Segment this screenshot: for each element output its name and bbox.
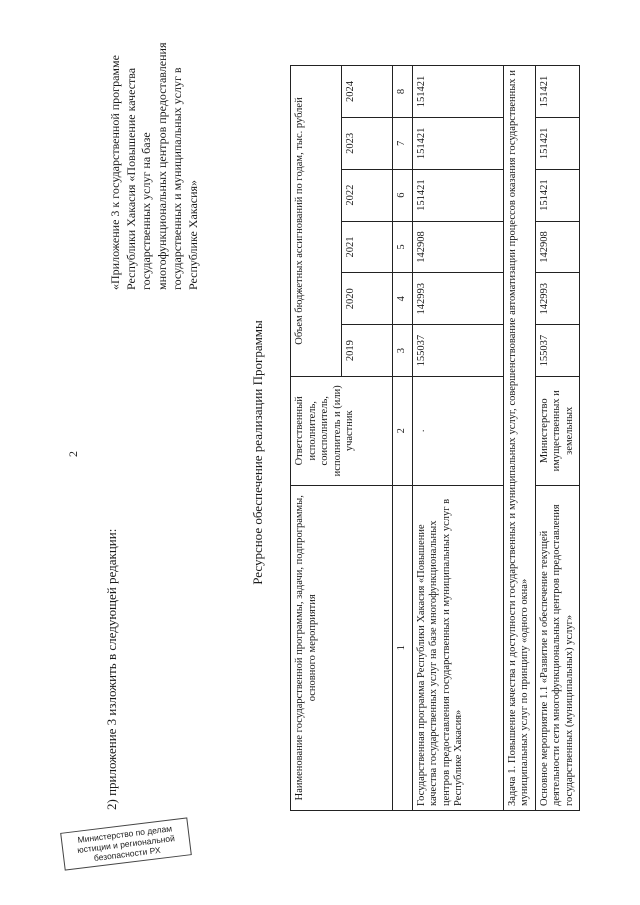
col-number: 3 [393, 325, 413, 377]
table-header-row [291, 66, 342, 811]
measure-value: 151421 [535, 117, 580, 169]
measure-value: 142908 [535, 221, 580, 273]
table-title: Ресурсное обеспечение реализации Программы [250, 320, 265, 585]
year-cell: 2024 [342, 66, 393, 118]
appendix-label: «Приложение 3 к государственной программе Республики Хакасия «Повышение качества государственных услуг на базе многофункциональных центров предоставления государственных и муниципальных услуг в Республике Хакасия» [108, 42, 200, 290]
col-number: 5 [393, 221, 413, 273]
measure-value: 151421 [535, 66, 580, 118]
year-cell: 2020 [342, 273, 393, 325]
col-number: 7 [393, 117, 413, 169]
col-number: 4 [393, 273, 413, 325]
year-cell: 2022 [342, 169, 393, 221]
program-value: 155037 [412, 325, 503, 377]
col-number: 1 [393, 485, 413, 810]
program-executor: . [412, 377, 503, 485]
header-name: Наименование государственной программы, задачи, подпрограммы, основного мероприятия [291, 485, 393, 810]
col-number: 2 [393, 377, 413, 485]
column-numbers-row [393, 66, 413, 811]
ministry-stamp: Министерство по делам юстиции и региональной безопасности РХ [60, 817, 192, 870]
header-executor: Ответственный исполнитель, соисполнитель, исполнитель и (или) участник [291, 377, 393, 485]
measure-value: 142993 [535, 273, 580, 325]
measure-row [535, 66, 580, 811]
year-cell: 2023 [342, 117, 393, 169]
year-cell: 2021 [342, 221, 393, 273]
col-number: 8 [393, 66, 413, 118]
measure-name: Основное мероприятие 1.1 «Развитие и обеспечение текущей деятельности сети многофункциональных центров предоставления государственных (муниципальных) услуг» [535, 485, 580, 810]
col-number: 6 [393, 169, 413, 221]
page-number: 2 [66, 451, 80, 457]
measure-executor: Министерство имущественных и земельных [535, 377, 580, 485]
program-value: 151421 [412, 66, 503, 118]
resource-table [290, 65, 580, 811]
program-name: Государственная программа Республики Хакасия «Повышение качества государственных услуг на базе многофункциональных центров предоставления государственных и муниципальных услуг в Республике Хакасия» [412, 485, 503, 810]
program-value: 151421 [412, 117, 503, 169]
task-text: Задача 1. Повышение качества и доступности государственных и муниципальных услуг, совершенствование автоматизации процессов оказания государственных и муниципальных услуг по принципу «одного окна» [503, 66, 535, 811]
task-row [503, 66, 535, 811]
year-cell: 2019 [342, 325, 393, 377]
measure-value: 151421 [535, 169, 580, 221]
program-row [412, 66, 503, 811]
program-value: 142993 [412, 273, 503, 325]
program-value: 142908 [412, 221, 503, 273]
measure-value: 155037 [535, 325, 580, 377]
header-budget: Объем бюджетных ассигнований по годам, тыс. рублей [291, 66, 342, 377]
program-value: 151421 [412, 169, 503, 221]
intro-text: 2) приложение 3 изложить в следующей редакции: [104, 528, 119, 810]
